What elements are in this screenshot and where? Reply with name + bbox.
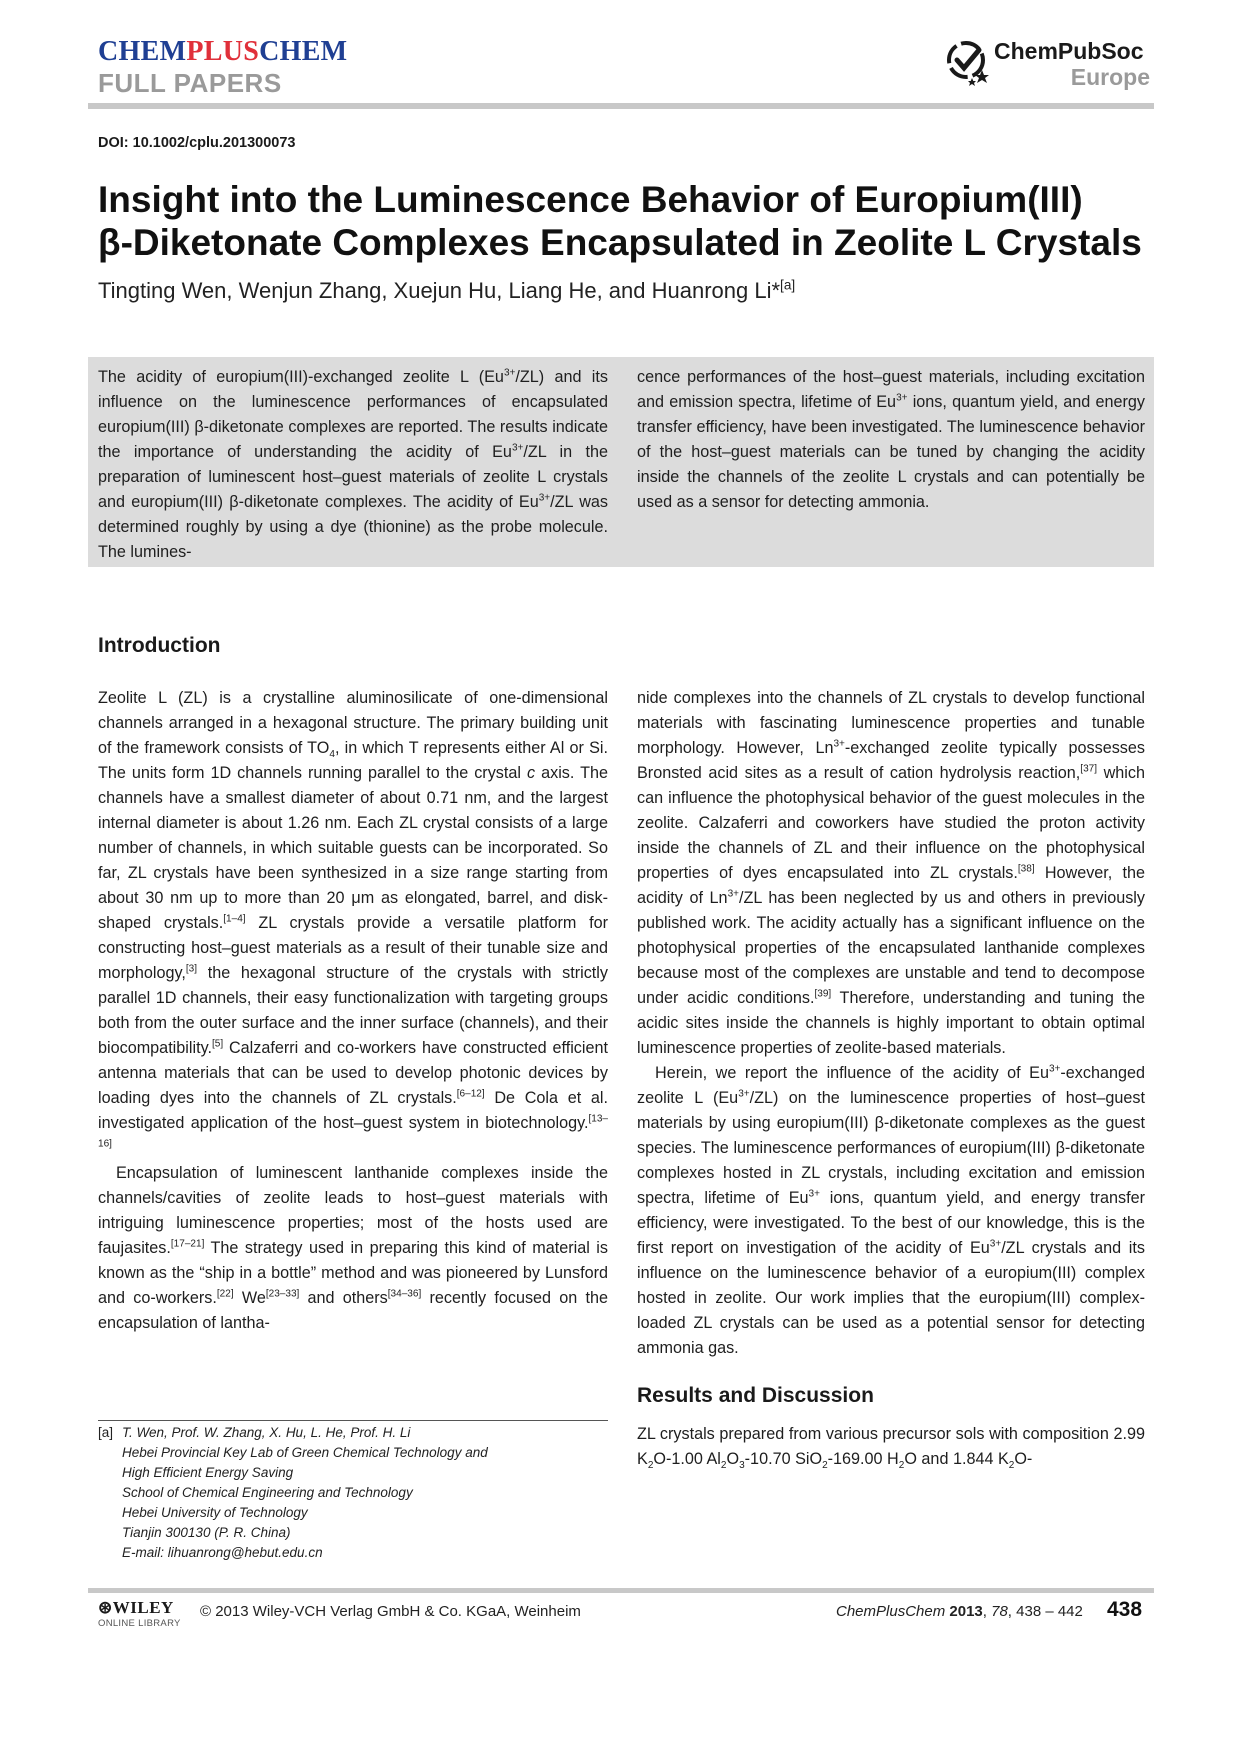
- footnote-mark: [a]: [98, 1425, 114, 1440]
- footnote-line: School of Chemical Engineering and Technology: [122, 1485, 413, 1500]
- paragraph: Zeolite L (ZL) is a crystalline aluminosilicate of one-dimensional channels arranged in a hexagonal structure. The primary building unit of the framework consists of $TO_4$, in which T represents either Al or Si. The units form 1D channels running parallel to the crystal c axis. The channels have a smallest diameter of about 0.71 nm, and the largest internal diameter is about 1.26 nm. Each ZL crystal consists of a large number of channels, in which suitable guests can be incorporated. So far, ZL crystals have been synthesized in a size range starting from about 30 nm up to more than 20 μm as elongated, barrel, and disk-shaped crystals.[1–4] ZL crystals provide a versatile platform for constructing host–guest materials as a result of their tunable size and morphology,[3] the hexagonal structure of the crystals with strictly parallel 1D channels, their easy functionalization with targeting groups both from the outer surface and the inner surface (channels), and their biocompatibility.[5] Calzaferri and co-workers have constructed efficient antenna materials that can be used to develop photonic devices by loading dyes into the channels of ZL crystals.[6–12] De Cola et al. investigated application of the host–guest system in biotechnology.[13–16]: [98, 689, 608, 1150]
- copyright: © 2013 Wiley-VCH Verlag GmbH & Co. KGaA, Weinheim: [200, 1603, 581, 1620]
- journal-citation: ChemPlusChem 2013, 78, 438 – 442: [836, 1603, 1083, 1620]
- abstract-column-left: The acidity of europium(III)-exchanged zeolite L $(Eu^{3+}/ZL)$ and its influence on the luminescence performances of encapsulated europium(III) β-diketonate complexes are reported. The results indicate the importance of understanding the acidity of $Eu^{3+}/ZL$ in the preparation of luminescent host–guest materials of zeolite L crystals and europium(III) β-diketonate complexes. The acidity of $Eu^{3+}/ZL$ was determined roughly by using a dye (thionine) as the probe molecule. The lumines-: [98, 367, 608, 561]
- online-library-label: ONLINE LIBRARY: [98, 1618, 181, 1629]
- header-divider: [88, 103, 1154, 109]
- paragraph: Herein, we report the influence of the acidity of $Eu^{3+}$-exchanged zeolite L $(Eu^{3+}/ZL)$ on the luminescence properties of host–guest materials by using europium(III) β-diketonate complexes as the guest species. The luminescence performances of europium(III) β-diketonate complexes hosted in ZL crystals, including excitation and emission spectra, lifetime of $Eu^{3+}$ ions, quantum yield, and energy transfer efficiency, were investigated. To the best of our knowledge, this is the first report on investigation of the acidity of $Eu^{3+}/ZL$ crystals and its influence on the luminescence behavior of a europium(III) complex hosted in zeolite. Our work implies that the europium(III) complex-loaded ZL crystals can be used as a potential sensor for detecting ammonia gas.: [637, 1063, 1146, 1357]
- paragraph: ZL crystals prepared from various precursor sols with composition 2.99 $K_2O-1.00$ $Al_2O_3-10.70$ SiO$_2$-169.00 $H_2O$ and 1.844 $K_2O-$: [637, 1425, 1145, 1472]
- publisher-logo: [944, 32, 1154, 100]
- publisher-region: Europe: [1070, 64, 1150, 90]
- footnote-line: T. Wen, Prof. W. Zhang, X. Hu, L. He, Prof. H. Li: [122, 1425, 411, 1440]
- authors-text: Tingting Wen, Wenjun Zhang, Xuejun Hu, Liang He, and Huanrong Li*: [98, 278, 781, 303]
- affiliation-footnote: [98, 1423, 608, 1563]
- doi: DOI: 10.1002/cplu.201300073: [98, 135, 296, 151]
- footer-divider: [88, 1588, 1154, 1593]
- section-label: FULL PAPERS: [98, 68, 282, 98]
- journal-name-part: CHEM: [98, 36, 187, 67]
- page-number: 438: [1107, 1598, 1143, 1621]
- article-title: [98, 178, 1158, 264]
- footnote-divider: [98, 1420, 608, 1421]
- paragraph: Encapsulation of luminescent lanthanide complexes inside the channels/cavities of zeolite leads to host–guest materials with intriguing luminescence properties; most of the hosts used are faujasites.[17–21] The strategy used in preparing this kind of material is known as the “ship in a bottle” method and was pioneered by Lunsford and co-workers.[22] We[23–33] and others[34–36] recently focused on the encapsulation of lantha-: [98, 1164, 609, 1332]
- author-list: [98, 278, 795, 304]
- body-column-left: [98, 686, 608, 1336]
- footnote-line: E-mail: lihuanrong@hebut.edu.cn: [122, 1545, 323, 1560]
- wiley-seal-icon: ⊛: [98, 1598, 113, 1617]
- title-line: Insight into the Luminescence Behavior of Europium(III): [98, 179, 1083, 220]
- section-heading: Results and Discussion: [637, 1384, 874, 1407]
- footnote-line: Hebei Provincial Key Lab of Green Chemical Technology and: [122, 1445, 488, 1460]
- footnote-line: Hebei University of Technology: [122, 1505, 308, 1520]
- journal-name-part: CHEM: [259, 36, 348, 67]
- footnote-line: Tianjin 300130 (P. R. China): [122, 1525, 291, 1540]
- journal-name-part: PLUS: [186, 36, 260, 67]
- abstract-column-right: cence performances of the host–guest materials, including excitation and emission spectra, lifetime of $Eu^{3+}$ ions, quantum yield, and energy transfer efficiency, have been investigated. The luminescence behavior of the host–guest materials can be tuned by changing the acidity inside the channels of the zeolite L crystals and can potentially be used as a sensor for detecting ammonia.: [637, 368, 1145, 511]
- section-heading: Introduction: [98, 634, 221, 657]
- affiliation-mark: [a]: [780, 277, 796, 293]
- footnote-line: High Efficient Energy Saving: [122, 1465, 294, 1480]
- seal-icon: [944, 36, 994, 86]
- paragraph: nide complexes into the channels of ZL crystals to develop functional materials with fascinating luminescence properties and tunable morphology. However, $Ln^{3+}$-exchanged zeolite typically possesses Bronsted acid sites as a result of cation hydrolysis reaction,[37] which can influence the photophysical behavior of the guest molecules in the zeolite. Calzaferri and coworkers have studied the proton activity inside the channels of ZL and their influence on the photophysical properties of dyes encapsulated into ZL crystals.[38] However, the acidity of $Ln^{3+}/ZL$ has been neglected by us and others in previously published work. The acidity actually has a significant influence on the photophysical properties of the encapsulated lanthanide complexes because most of the complexes are unstable and tend to decompose under acidic conditions.[39] Therefore, understanding and tuning the acidic sites inside the channels is highly important to obtain optimal luminescence properties of zeolite-based materials.: [637, 689, 1146, 1057]
- title-line: β-Diketonate Complexes Encapsulated in Zeolite L Crystals: [98, 222, 1142, 263]
- publisher-name: ChemPubSoc: [994, 38, 1144, 64]
- wiley-wordmark: ⊛WILEY: [98, 1598, 174, 1617]
- wiley-logo: [98, 1598, 190, 1638]
- body-column-right: [637, 686, 1145, 1472]
- journal-name: [98, 36, 347, 68]
